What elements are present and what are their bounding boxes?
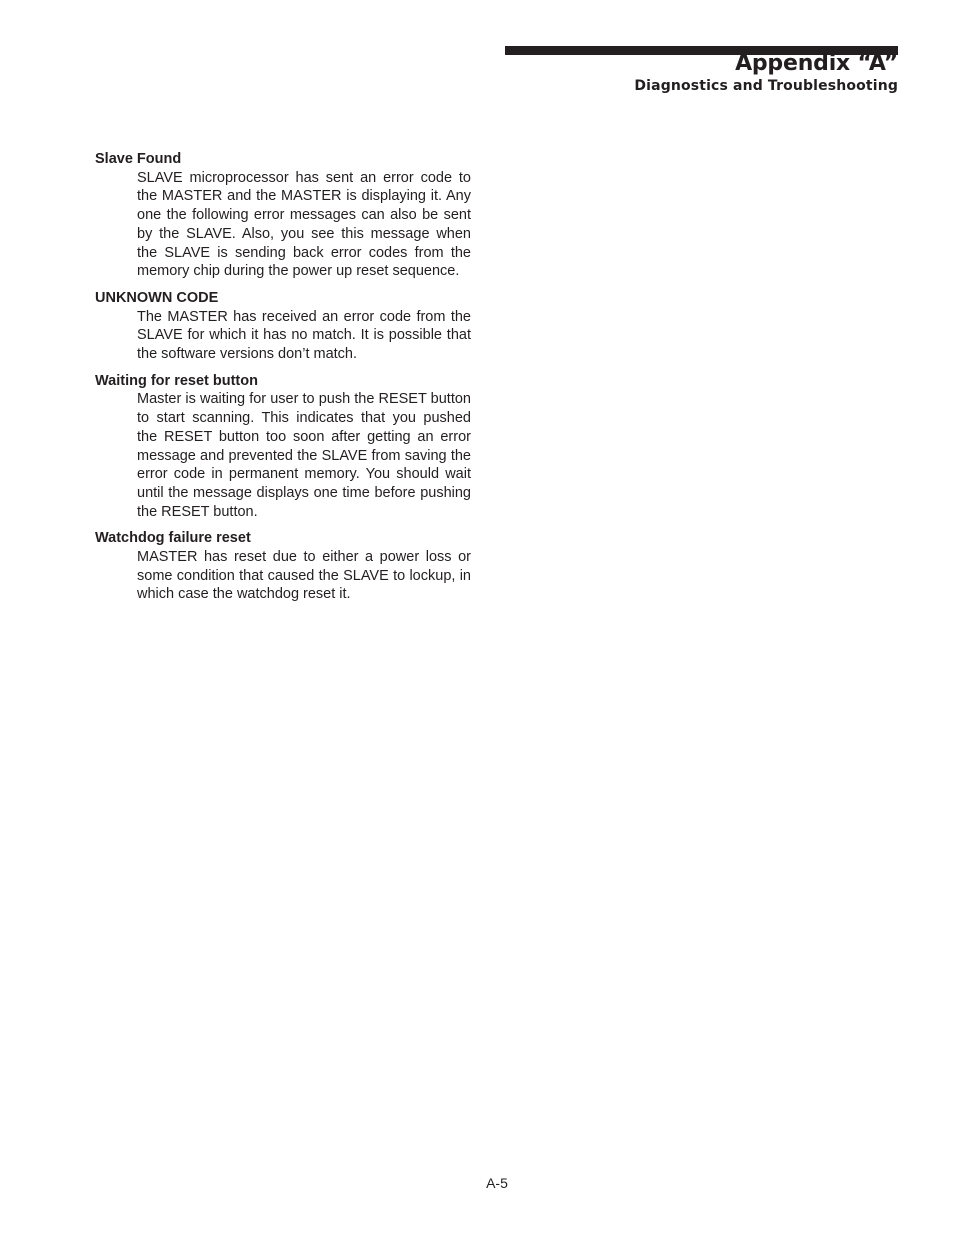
message-term: Waiting for reset button bbox=[95, 372, 258, 389]
message-entry-unknown-code bbox=[95, 289, 471, 364]
message-entry-waiting-for-reset bbox=[95, 372, 471, 522]
message-description: Master is waiting for user to push the RESET button to start scanning. This indicates that you pushed the RESET button too soon after getting an error message and prevented the SLAVE from saving the error code in permanent memory. You should wait until the message displays one time before pushing the RESET button. bbox=[137, 391, 471, 520]
message-term: Slave Found bbox=[95, 151, 182, 167]
message-description: MASTER has reset due to either a power loss or some condition that caused the SLAVE to lockup, in which case the watchdog reset it. bbox=[137, 549, 471, 603]
message-description: The MASTER has received an error code from the SLAVE for which it has no match. It is possible that the software versions don’t match. bbox=[137, 308, 471, 363]
message-term: Watchdog failure reset bbox=[95, 530, 251, 547]
message-entry-slave-found bbox=[95, 150, 471, 281]
page-number: A-5 bbox=[486, 1175, 508, 1191]
message-term: UNKNOWN CODE bbox=[95, 289, 219, 306]
appendix-title: Appendix “A” bbox=[735, 51, 898, 76]
message-description: SLAVE microprocessor has sent an error code to the MASTER and the MASTER is displaying it. Any one the following error messages can also be sent by the SLAVE. Also, you see this message when the SLAVE is sending back error codes from the memory chip during the power up reset sequence. bbox=[137, 169, 471, 280]
diagnostic-message-list bbox=[95, 150, 471, 612]
message-entry-watchdog-failure bbox=[95, 529, 471, 604]
appendix-subtitle: Diagnostics and Troubleshooting bbox=[634, 78, 898, 94]
